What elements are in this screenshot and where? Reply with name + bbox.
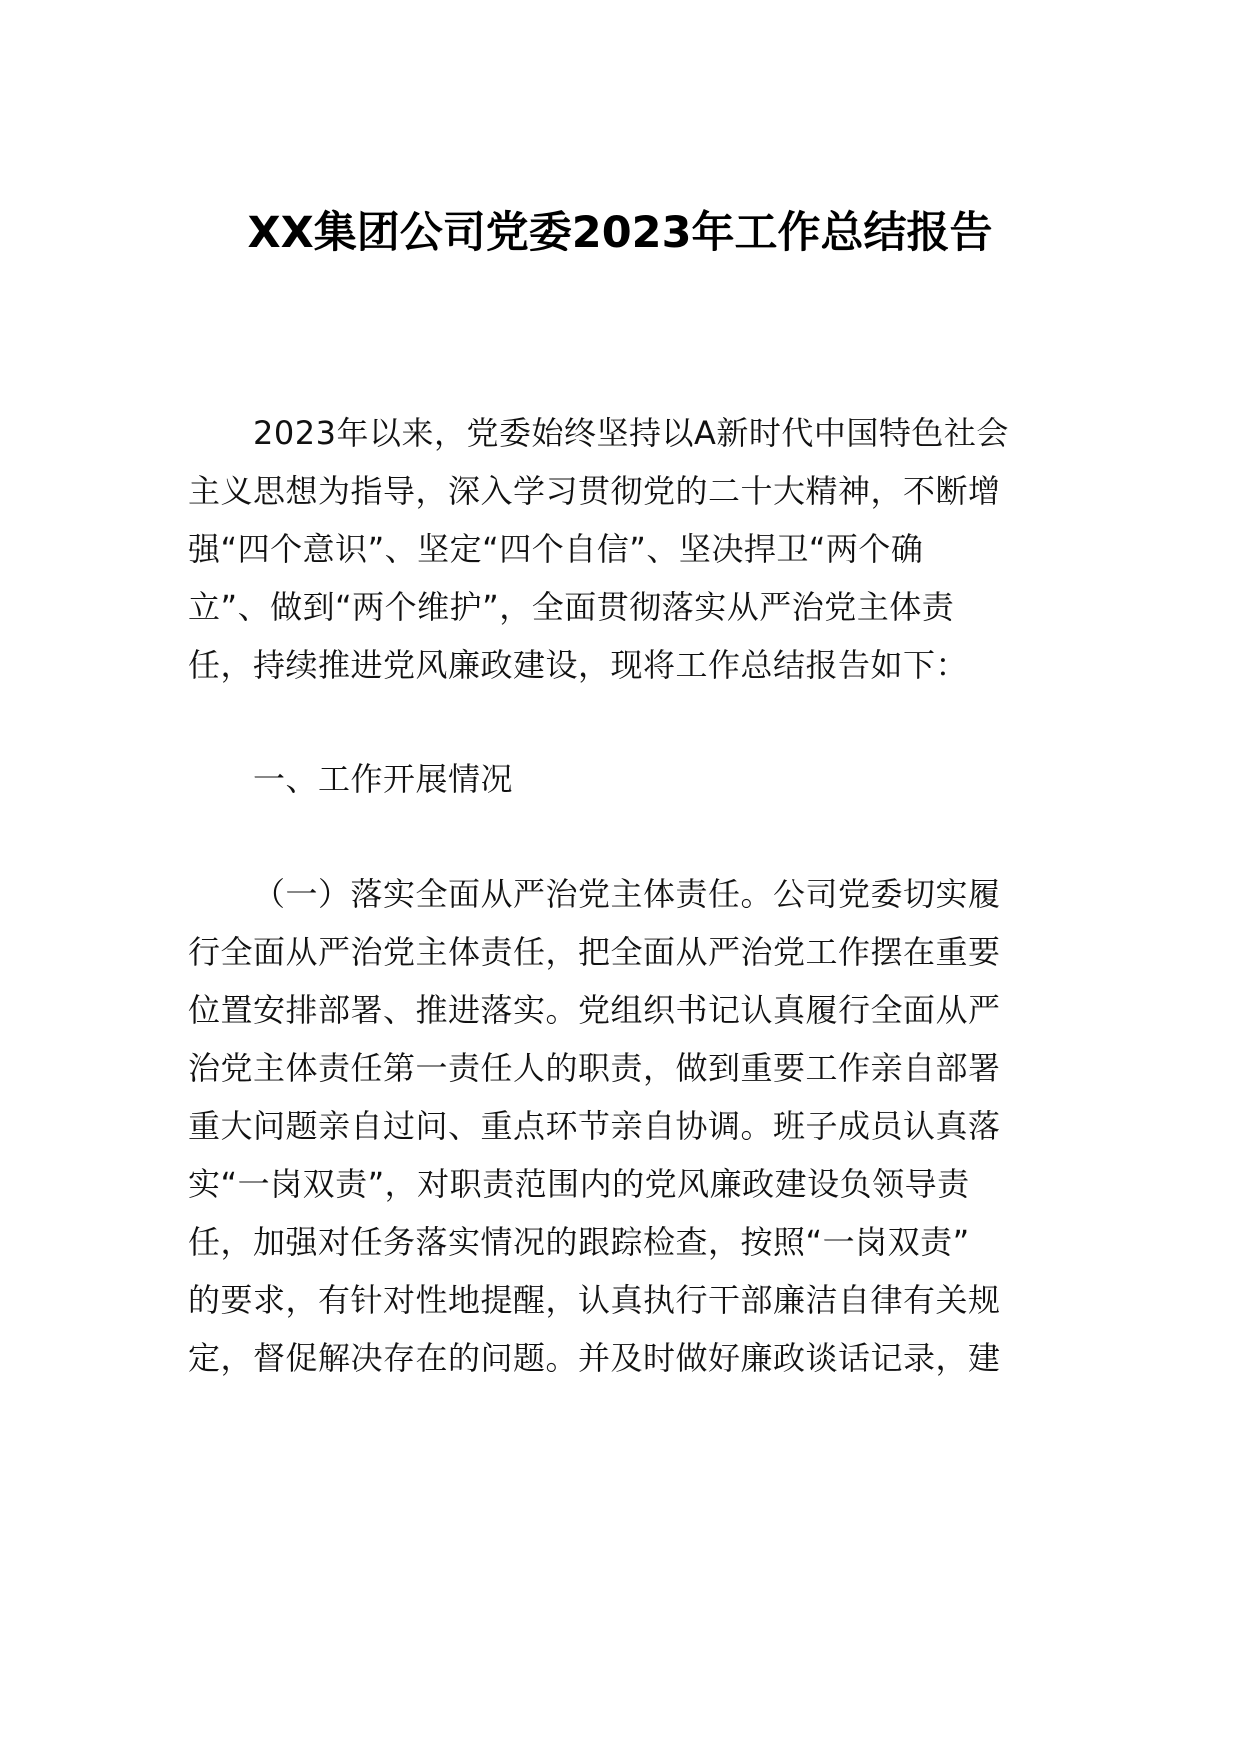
subsection-line-4: 治党主体责任第一责任人的职责，做到重要工作亲自部署 — [188, 1049, 1001, 1087]
document-title: XX集团公司党委2023年工作总结报告 — [247, 208, 993, 258]
subsection-line-7: 任，加强对任务落实情况的跟踪检查，按照“一岗双责” — [188, 1223, 970, 1261]
intro-line-2: 主义思想为指导，深入学习贯彻党的二十大精神，不断增 — [188, 472, 1001, 510]
intro-line-4: 立”、做到“两个维护”，全面贯彻落实从严治党主体责 — [188, 588, 955, 626]
intro-line-5: 任，持续推进党风廉政建设，现将工作总结报告如下： — [188, 646, 969, 684]
subsection-line-3: 位置安排部署、推进落实。党组织书记认真履行全面从严 — [188, 991, 1001, 1029]
intro-line-1: 2023年以来，党委始终坚持以A新时代中国特色社会 — [253, 414, 1009, 452]
subsection-line-9: 定，督促解决存在的问题。并及时做好廉政谈话记录，建 — [188, 1339, 1001, 1377]
section-heading: 一、工作开展情况 — [253, 760, 514, 798]
subsection-line-1: （一）落实全面从严治党主体责任。公司党委切实履 — [253, 875, 1001, 913]
subsection-line-6: 实“一岗双责”，对职责范围内的党风廉政建设负领导责 — [188, 1165, 970, 1203]
subsection-line-5: 重大问题亲自过问、重点环节亲自协调。班子成员认真落 — [188, 1107, 1001, 1145]
intro-line-3: 强“四个意识”、坚定“四个自信”、坚决捍卫“两个确 — [188, 530, 924, 568]
subsection-line-8: 的要求，有针对性地提醒，认真执行干部廉洁自律有关规 — [188, 1281, 1001, 1319]
subsection-line-2: 行全面从严治党主体责任，把全面从严治党工作摆在重要 — [188, 933, 1001, 971]
